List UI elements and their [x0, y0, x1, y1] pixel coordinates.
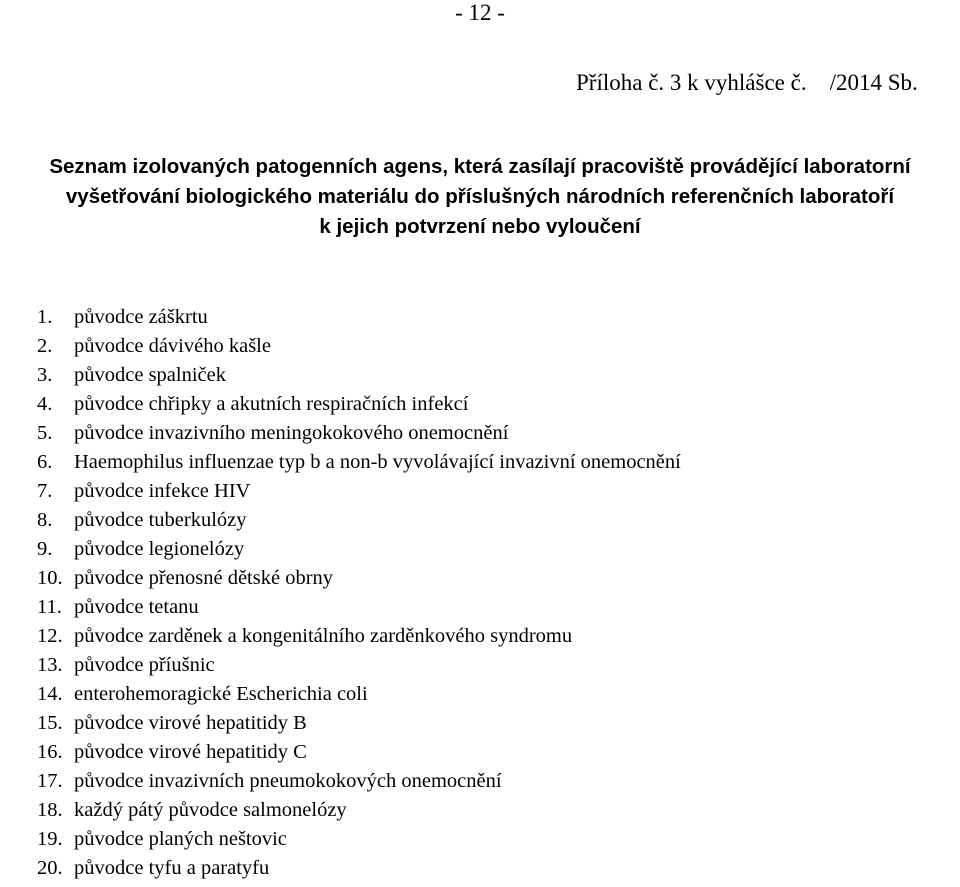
list-item-text: původce spalniček — [74, 364, 226, 386]
list-item-text: původce přenosné dětské obrny — [74, 567, 334, 589]
list-item-number: 12. — [37, 625, 63, 647]
list-item-text: původce chřipky a akutních respiračních infekcí — [74, 393, 469, 415]
list-item-number: 15. — [37, 712, 63, 734]
list-item — [37, 448, 681, 477]
list-item — [37, 564, 681, 593]
list-item — [37, 419, 681, 448]
list-item-text: Haemophilus influenzae typ b a non-b vyvolávající invazivní onemocnění — [74, 451, 681, 473]
pathogen-list — [37, 303, 681, 883]
list-item-text: původce infekce HIV — [74, 480, 251, 502]
list-item-text: původce zarděnek a kongenitálního zarděnkového syndromu — [74, 625, 573, 647]
list-item — [37, 390, 681, 419]
list-item — [37, 738, 681, 767]
list-item-number: 20. — [37, 857, 63, 879]
list-item-number: 11. — [37, 596, 62, 618]
list-item-number: 9. — [37, 538, 53, 560]
list-item-text: původce invazivních pneumokokových onemocnění — [74, 770, 502, 792]
list-item-text: původce virové hepatitidy B — [74, 712, 307, 734]
list-item — [37, 332, 681, 361]
list-item — [37, 506, 681, 535]
list-item-text: původce dávivého kašle — [74, 335, 271, 357]
list-item-number: 10. — [37, 567, 63, 589]
list-item — [37, 796, 681, 825]
list-item-number: 19. — [37, 828, 63, 850]
attachment-label: Příloha č. 3 k vyhlášce č. /2014 Sb. — [576, 70, 918, 95]
list-item — [37, 593, 681, 622]
list-item-text: každý pátý původce salmonelózy — [74, 799, 347, 821]
list-item — [37, 709, 681, 738]
list-item — [37, 825, 681, 854]
list-item — [37, 361, 681, 390]
title-line: k jejich potvrzení nebo vyloučení — [319, 215, 641, 238]
list-item-number: 8. — [37, 509, 53, 531]
list-item-number: 16. — [37, 741, 63, 763]
list-item-number: 17. — [37, 770, 63, 792]
list-item-number: 5. — [37, 422, 53, 444]
list-item-number: 6. — [37, 451, 53, 473]
list-item — [37, 622, 681, 651]
list-item-number: 14. — [37, 683, 63, 705]
list-item — [37, 767, 681, 796]
list-item — [37, 303, 681, 332]
list-item — [37, 651, 681, 680]
list-item-text: enterohemoragické Escherichia coli — [74, 683, 368, 705]
list-item-number: 3. — [37, 364, 53, 386]
list-item-text: původce příušnic — [74, 654, 215, 676]
list-item-text: původce záškrtu — [74, 306, 208, 328]
title-line: Seznam izolovaných patogenních agens, která zasílají pracoviště provádějící laboratorní — [49, 155, 911, 178]
list-item — [37, 477, 681, 506]
list-item-number: 4. — [37, 393, 53, 415]
list-item-text: původce tyfu a paratyfu — [74, 857, 270, 879]
list-item-number: 1. — [37, 306, 53, 328]
page-number: - 12 - — [455, 0, 505, 25]
list-item-number: 18. — [37, 799, 63, 821]
list-item-number: 7. — [37, 480, 53, 502]
title-line: vyšetřování biologického materiálu do příslušných národních referenčních laboratoří — [65, 185, 895, 208]
list-item-text: původce tuberkulózy — [74, 509, 247, 531]
list-item-text: původce tetanu — [74, 596, 199, 618]
list-item — [37, 680, 681, 709]
list-item-number: 2. — [37, 335, 53, 357]
list-item — [37, 854, 681, 883]
document-title — [0, 152, 960, 242]
list-item — [37, 535, 681, 564]
list-item-text: původce virové hepatitidy C — [74, 741, 307, 763]
list-item-text: původce invazivního meningokokového onemocnění — [74, 422, 509, 444]
list-item-number: 13. — [37, 654, 63, 676]
list-item-text: původce planých neštovic — [74, 828, 287, 850]
list-item-text: původce legionelózy — [74, 538, 245, 560]
